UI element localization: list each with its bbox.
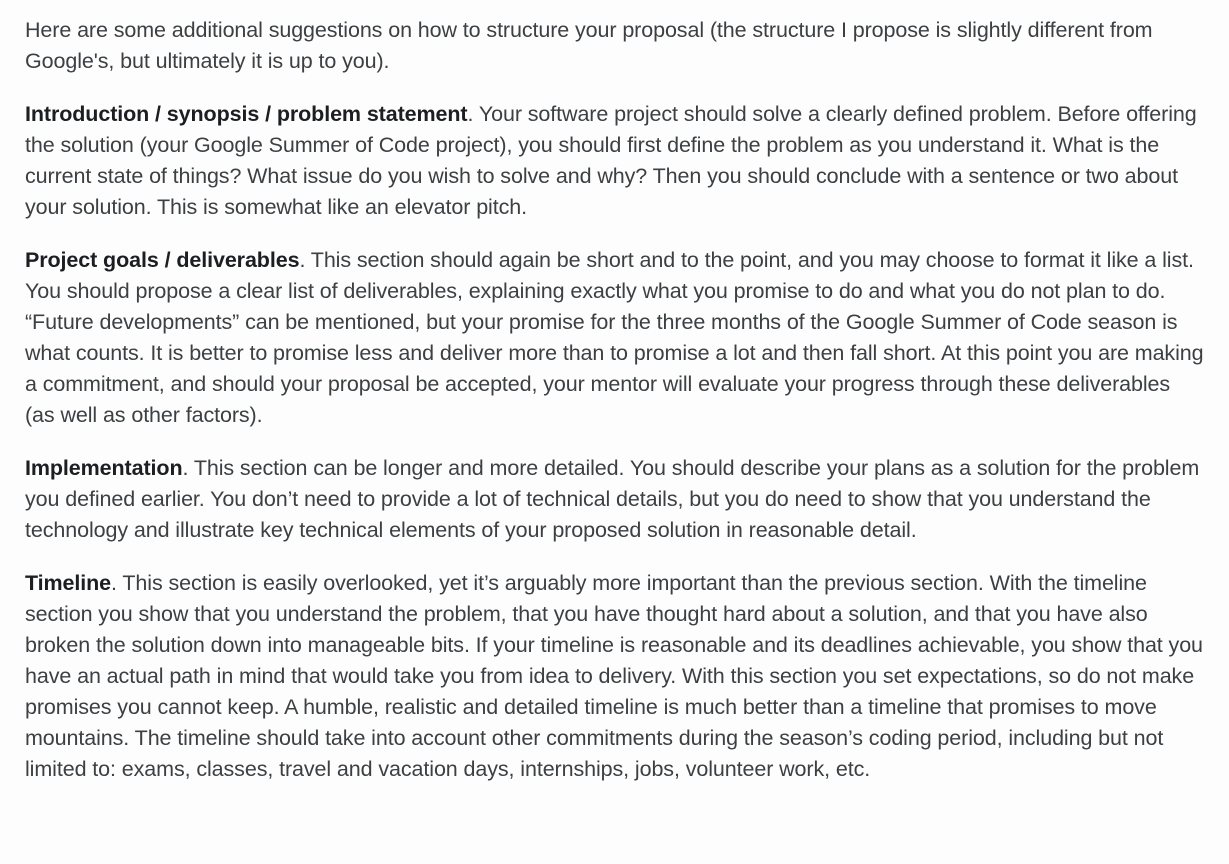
section-introduction-heading: Introduction / synopsis / problem statement (25, 102, 468, 126)
section-timeline (25, 568, 1204, 785)
section-timeline-heading: Timeline (25, 571, 112, 595)
section-implementation (25, 453, 1204, 546)
section-project-goals (25, 245, 1204, 431)
section-timeline-body: . This section is easily overlooked, yet it’s arguably more important than the previous section. With the timeline section you show that you understand the problem, that you have thought hard about a solution, and that you have also broken the solution down into manageable bits. If your timeline is reasonable and its deadlines achievable, you show that you have an actual path in mind that would take you from idea to delivery. With this section you set expectations, so do not make promises you cannot keep. A humble, realistic and detailed timeline is much better than a timeline that promises to move mountains. The timeline should take into account other commitments during the season’s coding period, including but not limited to: exams, classes, travel and vacation days, internships, jobs, volunteer work, etc. (25, 571, 1203, 781)
section-project-goals-body: . This section should again be short and to the point, and you may choose to format it like a list. You should propose a clear list of deliverables, explaining exactly what you promise to do and what you do not plan to do. “Future developments” can be mentioned, but your promise for the three months of the Google Summer of Code season is what counts. It is better to promise less and deliver more than to promise a lot and then fall short. At this point you are making a commitment, and should your proposal be accepted, your mentor will evaluate your progress through these deliverables (as well as other factors). (25, 248, 1204, 427)
section-project-goals-heading: Project goals / deliverables (25, 248, 300, 272)
section-introduction-body: . Your software project should solve a clearly defined problem. Before offering the solution (your Google Summer of Code project), you should first define the problem as you understand it. What is the current state of things? What issue do you wish to solve and why? Then you should conclude with a sentence or two about your solution. This is somewhat like an elevator pitch. (25, 102, 1197, 219)
section-introduction (25, 99, 1204, 223)
section-implementation-heading: Implementation (25, 456, 183, 480)
section-implementation-body: . This section can be longer and more detailed. You should describe your plans as a solution for the problem you defined earlier. You don’t need to provide a lot of technical details, but you do need to show that you understand the technology and illustrate key technical elements of your proposed solution in reasonable detail. (25, 456, 1200, 542)
intro-paragraph: Here are some additional suggestions on how to structure your proposal (the structure I propose is slightly different from Google's, but ultimately it is up to you). (25, 18, 1153, 73)
